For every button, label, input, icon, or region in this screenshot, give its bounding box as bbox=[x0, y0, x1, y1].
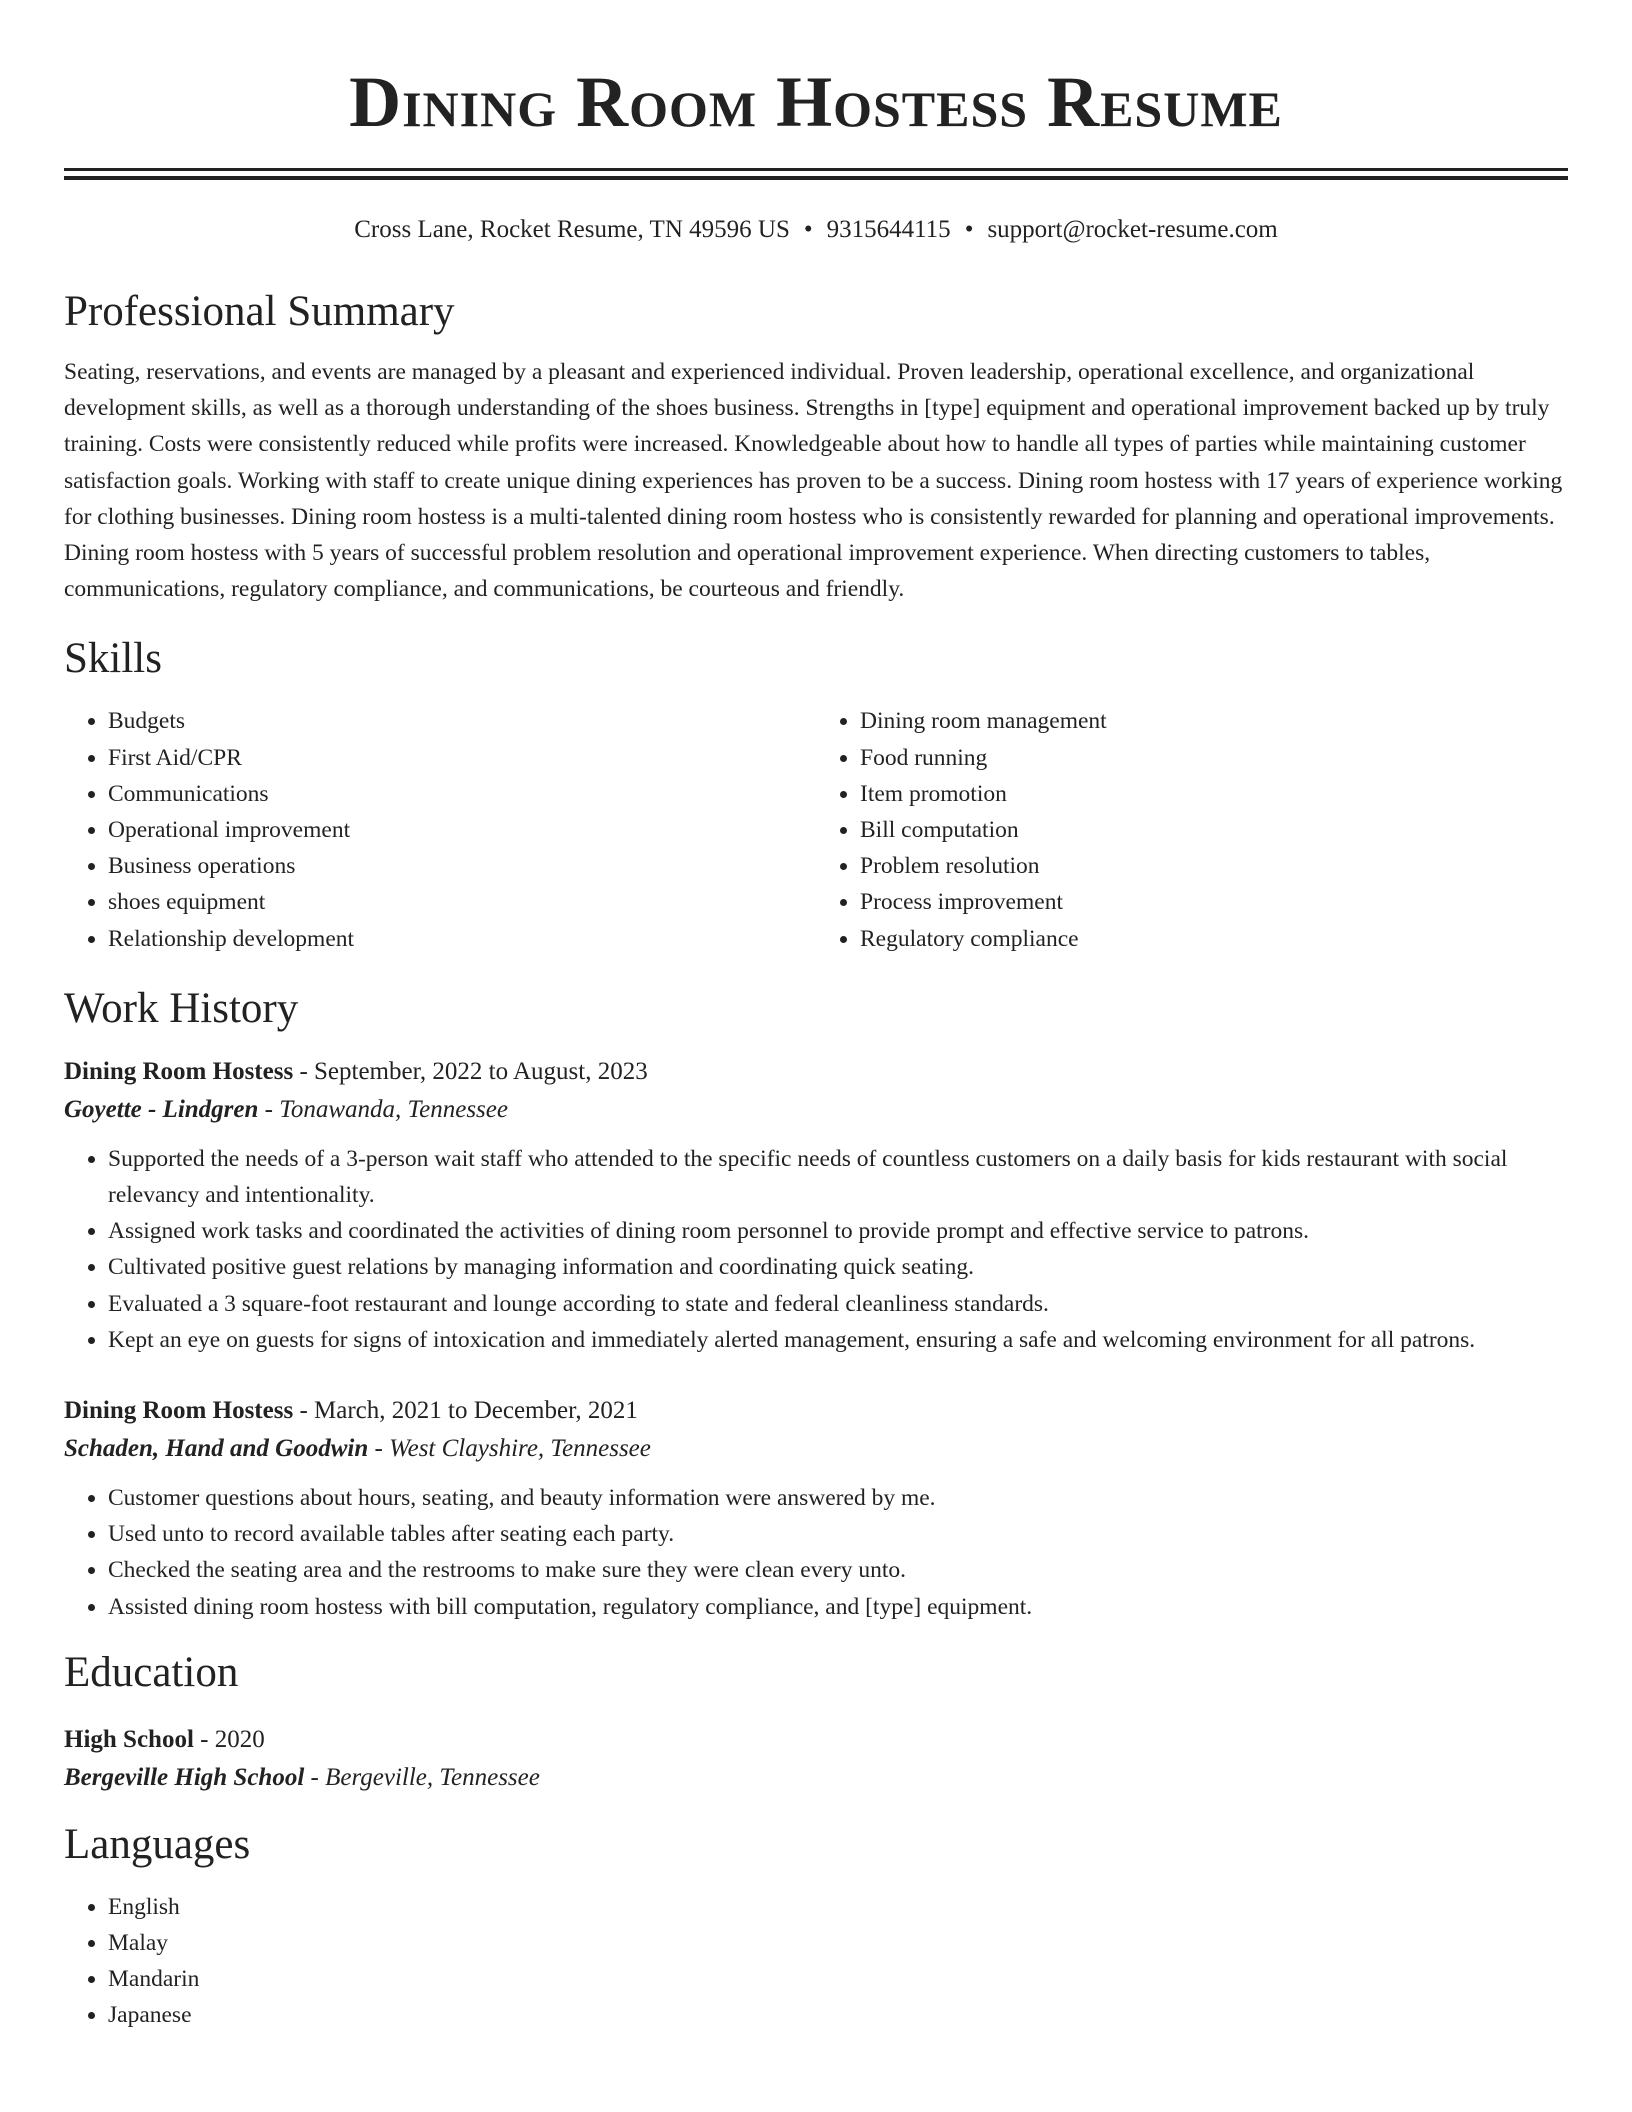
job-bullet: • Assisted dining room hostess with bill computation, regulatory compliance, and [type] equipment. bbox=[108, 1589, 1568, 1625]
job-bullets bbox=[64, 1141, 1568, 1358]
job-bullet: • Kept an eye on guests for signs of intoxication and immediately alerted management, ensuring a safe and welcoming environment for all patrons. bbox=[108, 1322, 1568, 1358]
skill-item: • Operational improvement bbox=[108, 812, 816, 848]
job-bullet: • Used unto to record available tables after seating each party. bbox=[108, 1516, 1568, 1552]
summary-heading: Professional Summary bbox=[64, 288, 455, 335]
education-degree-line bbox=[64, 1721, 1568, 1759]
job-bullet: • Cultivated positive guest relations by managing information and coordinating quick seating. bbox=[108, 1249, 1568, 1285]
skill-item: • shoes equipment bbox=[108, 884, 816, 920]
job-dates: - March, 2021 to December, 2021 bbox=[293, 1397, 638, 1425]
skill-item: • Bill computation bbox=[860, 812, 1568, 848]
contact-address: Cross Lane, Rocket Resume, TN 49596 US bbox=[354, 216, 790, 243]
skills-columns bbox=[64, 703, 1568, 956]
skill-item: • Communications bbox=[108, 776, 816, 812]
skill-item: • Regulatory compliance bbox=[860, 921, 1568, 957]
contact-separator: • bbox=[964, 216, 974, 243]
education-heading: Education bbox=[64, 1648, 239, 1696]
job-company-line bbox=[64, 1430, 1568, 1468]
job-bullet: • Customer questions about hours, seating, and beauty information were answered by me. bbox=[108, 1480, 1568, 1516]
skill-item: • Relationship development bbox=[108, 921, 816, 957]
work-history-heading: Work History bbox=[64, 984, 299, 1032]
title-divider bbox=[64, 168, 1568, 171]
job-company: Schaden, Hand and Goodwin bbox=[64, 1435, 369, 1463]
skill-item: • Item promotion bbox=[860, 776, 1568, 812]
title-divider-secondary bbox=[64, 176, 1568, 180]
skill-item: • Process improvement bbox=[860, 884, 1568, 920]
job-title-line bbox=[64, 1053, 1568, 1091]
job-location: - Tonawanda, Tennessee bbox=[258, 1095, 508, 1123]
resume-page bbox=[64, 0, 1568, 2034]
job-title: Dining Room Hostess bbox=[64, 1057, 294, 1085]
job-entry bbox=[64, 1053, 1568, 1358]
skills-heading: Skills bbox=[64, 635, 162, 683]
job-title-line bbox=[64, 1392, 1568, 1430]
contact-phone: 9315644115 bbox=[826, 216, 951, 243]
languages-heading: Languages bbox=[64, 1820, 251, 1868]
education-school-line bbox=[64, 1759, 1568, 1797]
skill-item: • Dining room management bbox=[860, 703, 1568, 739]
contact-email: support@rocket-resume.com bbox=[987, 216, 1278, 243]
skill-item: • Food running bbox=[860, 740, 1568, 776]
skills-list-left bbox=[64, 703, 816, 956]
education-year: - 2020 bbox=[193, 1725, 265, 1753]
skill-item: • Business operations bbox=[108, 848, 816, 884]
job-bullet: • Assigned work tasks and coordinated the activities of dining room personnel to provide prompt and effective service to patrons. bbox=[108, 1213, 1568, 1249]
job-location: - West Clayshire, Tennessee bbox=[368, 1435, 651, 1463]
education-school: Bergeville High School bbox=[64, 1763, 305, 1791]
job-bullet: • Supported the needs of a 3-person wait staff who attended to the specific needs of countless customers on a daily basis for kids restaurant with social relevancy and intentionality. bbox=[108, 1141, 1568, 1213]
education-degree: High School bbox=[64, 1725, 194, 1753]
job-title: Dining Room Hostess bbox=[64, 1397, 294, 1425]
education-entry bbox=[64, 1721, 1568, 1797]
skill-item: • Budgets bbox=[108, 703, 816, 739]
job-bullets bbox=[64, 1480, 1568, 1625]
languages-list bbox=[64, 1889, 1568, 2034]
language-item: • English bbox=[108, 1889, 1568, 1925]
contact-separator: • bbox=[803, 216, 813, 243]
education-location: - Bergeville, Tennessee bbox=[304, 1763, 540, 1791]
skill-item: • Problem resolution bbox=[860, 848, 1568, 884]
contact-line bbox=[64, 214, 1568, 246]
job-bullet: • Evaluated a 3 square-foot restaurant and lounge according to state and federal cleanliness standards. bbox=[108, 1286, 1568, 1322]
language-item: • Mandarin bbox=[108, 1961, 1568, 1997]
job-dates: - September, 2022 to August, 2023 bbox=[293, 1057, 648, 1085]
page-title: Dining Room Hostess Resume bbox=[349, 62, 1283, 142]
language-item: • Malay bbox=[108, 1925, 1568, 1961]
job-company: Goyette - Lindgren bbox=[64, 1095, 259, 1123]
job-entry bbox=[64, 1392, 1568, 1625]
job-company-line bbox=[64, 1091, 1568, 1129]
skills-list-right bbox=[816, 703, 1568, 956]
job-bullet: • Checked the seating area and the restrooms to make sure they were clean every unto. bbox=[108, 1552, 1568, 1588]
language-item: • Japanese bbox=[108, 1997, 1568, 2033]
skill-item: • First Aid/CPR bbox=[108, 740, 816, 776]
summary-text: Seating, reservations, and events are managed by a pleasant and experienced individual. Proven leadership, operational excellence, and organizational development skills, as well as a thorough understanding of the shoes business. Strengths in [type] equipment and operational improvement backed up by truly training. Costs were consistently reduced while profits were increased. Knowledgeable about how to handle all types of parties while maintaining customer satisfaction goals. Working with staff to create unique dining experiences has proven to be a success. Dining room hostess with 17 years of experience working for clothing businesses. Dining room hostess is a multi-talented dining room hostess who is consistently rewarded for planning and operational improvements. Dining room hostess with 5 years of successful problem resolution and operational improvement experience. When directing customers to tables, communications, regulatory compliance, and communications, be courteous and friendly. bbox=[64, 359, 1563, 603]
